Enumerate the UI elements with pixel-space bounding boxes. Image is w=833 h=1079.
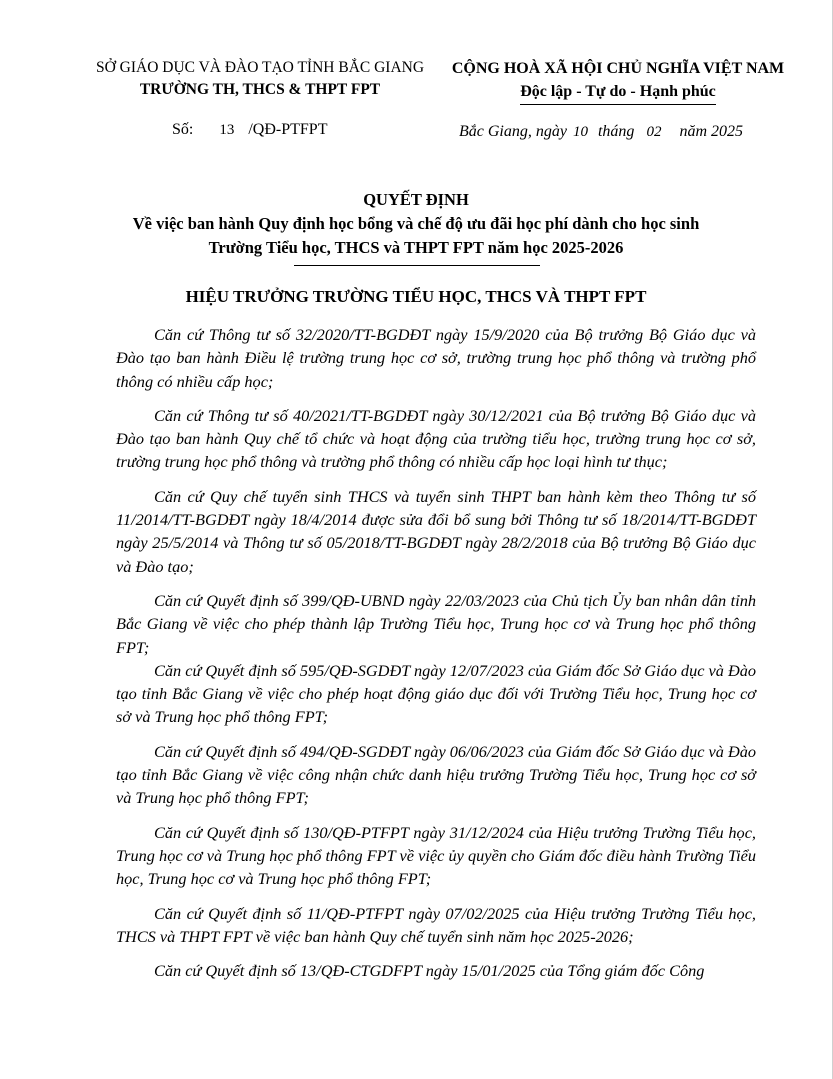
agency-name: SỞ GIÁO DỤC VÀ ĐÀO TẠO TỈNH BẮC GIANG [95, 59, 425, 76]
title-divider [294, 265, 540, 266]
date-place-day: Bắc Giang, ngày [459, 123, 567, 140]
national-motto: Độc lập - Tự do - Hạnh phúc [520, 80, 716, 105]
legal-basis-paragraph: Căn cứ Quyết định số 13/QĐ-CTGDFPT ngày 15/01/2025 của Tổng giám đốc Công [154, 961, 705, 981]
date-year: năm 2025 [679, 123, 743, 140]
legal-basis-paragraph: Căn cứ Quyết định số 399/QĐ-UBND ngày 22/03/2023 của Chủ tịch Ủy ban nhân dân tỉnh Bắc Giang về việc cho phép thành lập Trường Tiểu học, Trung học cơ và Trung học phổ thông FPT; [116, 590, 756, 657]
school-name: TRƯỜNG TH, THCS & THPT FPT [139, 81, 381, 98]
legal-basis-body [116, 323, 756, 993]
legal-basis-paragraph: Căn cứ Quyết định số 595/QĐ-SGDĐT ngày 12/07/2023 của Giám đốc Sở Giáo dục và Đào tạo tỉnh Bắc Giang về việc cho phép hoạt động giáo dục đối với Trường Tiểu học, Trung học cơ sở và Trung học phổ thông FPT; [116, 660, 756, 727]
decision-heading: QUYẾT ĐỊNH [363, 190, 469, 209]
decision-title [60, 188, 772, 260]
decision-subject-line2: Trường Tiểu học, THCS và THPT FPT năm học 2025-2026 [208, 238, 624, 257]
legal-basis-paragraph: Căn cứ Quyết định số 494/QĐ-SGDĐT ngày 06/06/2023 của Giám đốc Sở Giáo dục và Đào tạo tỉnh Bắc Giang về việc công nhận chức danh hiệu trưởng Trường Tiểu học, Trung học cơ sở và Trung học phổ thông FPT; [116, 741, 756, 808]
legal-basis-paragraph: Căn cứ Quyết định số 130/QĐ-PTFPT ngày 31/12/2024 của Hiệu trưởng Trường Tiểu học, Trung học cơ và Trung học phổ thông FPT về việc ủy quyền cho Giám đốc điều hành Trường Tiểu học, Trung học cơ và Trung học phổ thông FPT; [116, 822, 756, 889]
number-suffix: /QĐ-PTFPT [248, 121, 328, 138]
date-month: 02 [646, 124, 662, 140]
legal-basis-paragraph: Căn cứ Quy chế tuyển sinh THCS và tuyển sinh THPT ban hành kèm theo Thông tư số 11/2014/TT-BGDĐT ngày 18/4/2014 được sửa đổi bổ sung bởi Thông tư số 18/2014/TT-BGDĐT ngày 25/5/2014 và Thông tư số 05/2018/TT-BGDĐT ngày 28/2/2018 của Bộ trưởng Bộ Giáo dục và Đào tạo; [116, 486, 756, 576]
national-title-block [440, 57, 796, 105]
number-label: Số: [172, 121, 194, 138]
number-value: 13 [219, 122, 235, 138]
document-number [172, 121, 327, 139]
legal-basis-paragraph: Căn cứ Quyết định số 11/QĐ-PTFPT ngày 07/02/2025 của Hiệu trưởng Trường Tiểu học, THCS và THPT FPT về việc ban hành Quy chế tuyển sinh năm học 2025-2026; [116, 903, 756, 946]
legal-basis-paragraph: Căn cứ Thông tư số 40/2021/TT-BGDĐT ngày 30/12/2021 của Bộ trưởng Bộ Giáo dục và Đào tạo ban hành Quy chế tổ chức và hoạt động của trường tiểu học, trường trung học cơ sở, trường trung học phổ thông và trường phổ thông có nhiều cấp học loại hình tư thục; [116, 405, 756, 472]
issuing-agency-block [88, 57, 432, 101]
legal-basis-paragraph: Căn cứ Thông tư số 32/2020/TT-BGDĐT ngày 15/9/2020 của Bộ trưởng Bộ Giáo dục và Đào tạo ban hành Điều lệ trường trung học cơ sở, trường trung học phổ thông và trường phổ thông có nhiều cấp học; [116, 325, 756, 391]
issuing-authority: HIỆU TRƯỞNG TRƯỜNG TIỂU HỌC, THCS VÀ THPT FPT [185, 287, 647, 306]
republic-name: CỘNG HOÀ XÃ HỘI CHỦ NGHĨA VIỆT NAM [451, 60, 785, 77]
date-day: 10 [572, 124, 588, 140]
decision-subject-line1: Về việc ban hành Quy định học bổng và chế độ ưu đãi học phí dành cho học sinh [132, 214, 700, 233]
issue-date [459, 123, 743, 141]
date-month-label: tháng [597, 123, 635, 140]
